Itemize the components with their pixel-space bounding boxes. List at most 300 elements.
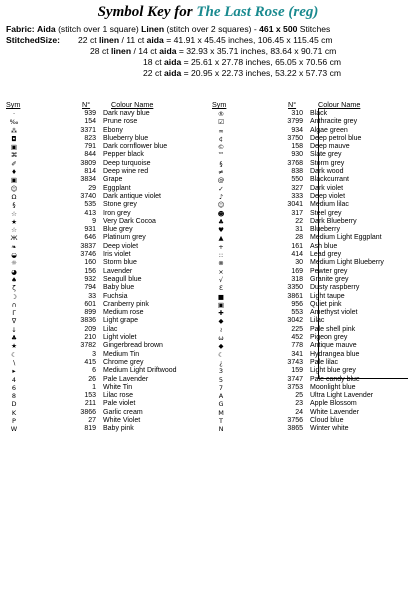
key-row [6, 359, 206, 367]
key-row [6, 118, 206, 126]
fabric-stitches-label: Stitches [299, 24, 331, 34]
thread-number: 553 [291, 309, 303, 317]
column-divider [318, 108, 319, 378]
symbol-glyph: ☺ [10, 184, 18, 193]
symbol-glyph: ↓ [11, 325, 17, 334]
fabric-linen-note: (stitch over 2 squares) - [166, 24, 257, 34]
key-row [213, 409, 413, 417]
key-row [213, 359, 413, 367]
colour-name: Steel grey [310, 209, 342, 217]
key-row [213, 176, 413, 184]
size-2-b1: linen [111, 46, 132, 56]
symbol-glyph: ✐ [11, 159, 17, 168]
colour-name: Deep mauve [310, 143, 350, 151]
thread-number: 3 [92, 350, 96, 358]
thread-number: 930 [291, 151, 303, 159]
thread-number: 211 [84, 400, 96, 408]
key-row [213, 400, 413, 408]
symbol-glyph: ☾ [218, 350, 224, 359]
size-line-2 [90, 46, 336, 56]
colour-name: Baby blue [103, 284, 135, 292]
thread-number: 3861 [287, 292, 303, 300]
thread-number: 317 [291, 209, 303, 217]
thread-number: 3836 [80, 317, 96, 325]
key-row [213, 168, 413, 176]
key-row [213, 268, 413, 276]
colour-name: Apple Blossom [310, 400, 357, 408]
thread-number: 3809 [80, 159, 96, 167]
symbol-glyph: ♦ [11, 168, 17, 177]
thread-number: 3753 [287, 383, 303, 391]
size-label: StitchedSize: [6, 35, 60, 45]
key-row [213, 334, 413, 342]
colour-name: Medium Light Blueberry [310, 259, 384, 267]
colour-name: Very Dark Cocoa [103, 217, 156, 225]
symbol-glyph: M [218, 408, 224, 417]
key-row [6, 409, 206, 417]
key-row [6, 301, 206, 309]
key-row [213, 417, 413, 425]
thread-number: 550 [291, 176, 303, 184]
colour-name: Storm blue [103, 259, 137, 267]
key-row [213, 210, 413, 218]
title-part1: Symbol Key for [97, 4, 197, 20]
size-line-1 [78, 35, 333, 45]
thread-number: 3042 [287, 317, 303, 325]
colour-name: Prune rose [103, 118, 138, 126]
thread-number: 823 [84, 134, 96, 142]
size-2-pre: 28 ct [90, 46, 112, 56]
thread-number: 25 [295, 392, 303, 400]
thread-number: 3865 [287, 425, 303, 433]
size-1-b2: aida [146, 35, 164, 45]
right-key-column [213, 110, 413, 434]
key-row [6, 317, 206, 325]
colour-name: Lilac rose [103, 392, 133, 400]
symbol-glyph: ☼ [11, 259, 17, 268]
thread-number: 159 [291, 367, 303, 375]
thread-number: 646 [84, 234, 96, 242]
colour-name: Lilac [103, 325, 118, 333]
left-key-column [6, 110, 206, 434]
key-row [213, 342, 413, 350]
symbol-glyph: ✚ [218, 309, 224, 318]
key-row [6, 218, 206, 226]
symbol-glyph: ♪ [218, 192, 224, 201]
colour-name: Medium rose [103, 309, 144, 317]
colour-name: White Tin [103, 383, 133, 391]
thread-number: 3782 [80, 342, 96, 350]
colour-name: Dark cornflower blue [103, 143, 168, 151]
symbol-glyph: ♣ [11, 334, 17, 343]
key-row [6, 201, 206, 209]
key-row [213, 367, 413, 375]
symbol-glyph: ◕ [11, 267, 17, 276]
thread-number: 169 [291, 267, 303, 275]
colour-name: White Lavender [310, 408, 360, 416]
key-row [6, 176, 206, 184]
key-row [213, 151, 413, 159]
symbol-glyph: Ω [11, 192, 17, 201]
thread-number: 601 [84, 300, 96, 308]
key-row [6, 417, 206, 425]
thread-number: 160 [84, 259, 96, 267]
colour-name: Light violet [103, 334, 137, 342]
thread-number: 3041 [287, 201, 303, 209]
size-3-b1: aida [164, 57, 182, 67]
thread-number: 844 [84, 151, 96, 159]
symbol-glyph: D [11, 400, 17, 409]
symbol-glyph: ⌘ [10, 151, 18, 160]
key-row [213, 160, 413, 168]
symbol-glyph: · [12, 110, 16, 118]
thread-number: 156 [84, 267, 96, 275]
key-row [213, 251, 413, 259]
thread-number: 3747 [287, 375, 303, 383]
size-3-pre: 18 ct [143, 57, 165, 67]
thread-number: 899 [84, 309, 96, 317]
key-row [213, 185, 413, 193]
size-label-line [6, 35, 60, 45]
thread-number: 3837 [80, 242, 96, 250]
symbol-glyph: 7 [218, 383, 224, 392]
key-row [6, 135, 206, 143]
colour-name: Antique mauve [310, 342, 357, 350]
colour-name: Garlic cream [103, 408, 143, 416]
colour-name: Dark navy blue [103, 110, 150, 117]
colour-name: Pale violet [103, 400, 136, 408]
symbol-glyph: K [11, 408, 17, 417]
thread-number: 341 [291, 350, 303, 358]
symbol-glyph: ◘ [11, 134, 17, 143]
key-row [6, 268, 206, 276]
symbol-glyph: 8 [11, 392, 17, 401]
thread-number: 24 [295, 408, 303, 416]
colour-name: Iris violet [103, 251, 131, 259]
symbol-glyph: ™ [217, 151, 225, 160]
colour-name: Deep violet [103, 242, 139, 250]
colour-name: Chrome grey [103, 358, 144, 366]
key-row [6, 351, 206, 359]
fabric-stitches: 461 x 500 [259, 24, 298, 34]
thread-number: 415 [84, 358, 96, 366]
symbol-glyph: Ɛ [219, 284, 223, 293]
colour-name: Dark violet [310, 184, 344, 192]
colour-name: Baby pink [103, 425, 134, 433]
key-row [6, 226, 206, 234]
size-4-post: = 20.95 x 22.73 inches, 53.22 x 57.73 cm [181, 68, 342, 78]
thread-number: 932 [84, 275, 96, 283]
symbol-glyph: ∞ [218, 126, 224, 135]
thread-number: 3350 [287, 284, 303, 292]
colour-name: Black [310, 110, 328, 117]
colour-name: Hydrangea blue [310, 350, 360, 358]
thread-number: 3768 [287, 159, 303, 167]
key-row [213, 326, 413, 334]
key-row [213, 276, 413, 284]
colour-name: Moonlight blue [310, 383, 356, 391]
thread-number: 956 [291, 300, 303, 308]
colour-name: Lead grey [310, 251, 342, 259]
colour-name: Cloud blue [310, 416, 344, 424]
thread-number: 225 [291, 325, 303, 333]
key-row [213, 392, 413, 400]
size-1-post: = 41.91 x 45.45 inches, 106.45 x 115.45 cm [163, 35, 333, 45]
symbol-glyph: ◆ [218, 342, 224, 351]
symbol-glyph: ☽ [11, 292, 17, 301]
key-row [6, 425, 206, 433]
size-4-b1: aida [164, 68, 182, 78]
symbol-glyph: ☺ [217, 201, 225, 210]
symbol-glyph: ω [218, 334, 224, 343]
colour-name: Ultra Light Lavender [310, 392, 374, 400]
key-row [6, 392, 206, 400]
thread-number: 158 [291, 143, 303, 151]
colour-name: Granite grey [310, 275, 349, 283]
thread-number: 452 [291, 334, 303, 342]
symbol-glyph: ✓ [218, 184, 224, 193]
colour-name: Pepper black [103, 151, 144, 159]
thread-number: 22 [295, 217, 303, 225]
thread-number: 814 [84, 168, 96, 176]
symbol-glyph: ☻ [217, 209, 225, 218]
colour-name: Deep violet [310, 192, 346, 200]
thread-number: 9 [92, 217, 96, 225]
right-header-name: Colour Name [318, 100, 361, 109]
key-row [6, 326, 206, 334]
colour-name: Deep petrol blue [310, 134, 362, 142]
key-row [6, 143, 206, 151]
symbol-glyph: § [219, 159, 223, 168]
colour-name: Cranberry pink [103, 300, 149, 308]
symbol-glyph: A [218, 392, 224, 401]
thread-number: 819 [84, 425, 96, 433]
thread-number: 414 [291, 251, 303, 259]
thread-number: 23 [295, 400, 303, 408]
colour-name: Medium Light Driftwood [103, 367, 177, 375]
symbol-glyph: N [218, 425, 224, 434]
right-header-sym: Sym [212, 100, 227, 109]
colour-name: Dusty raspberry [310, 284, 360, 292]
key-row [6, 210, 206, 218]
colour-name: Blueberry blue [103, 134, 149, 142]
thread-number: 3750 [287, 134, 303, 142]
symbol-glyph: ∇ [11, 317, 17, 326]
colour-name: Anthracite grey [310, 118, 358, 126]
thread-number: 791 [84, 143, 96, 151]
key-row [213, 218, 413, 226]
colour-name: Pale candy blue [310, 375, 360, 383]
thread-number: 33 [88, 292, 96, 300]
thread-number: 3740 [80, 192, 96, 200]
colour-name: Light blue grey [310, 367, 356, 375]
thread-number: 934 [291, 126, 303, 134]
left-header-sym: Sym [6, 100, 21, 109]
key-row [213, 376, 413, 384]
thread-number: 27 [88, 416, 96, 424]
symbol-glyph: © [217, 143, 225, 152]
key-row [6, 309, 206, 317]
symbol-glyph: ▣ [10, 143, 18, 152]
colour-name: Quiet pink [310, 300, 342, 308]
symbol-glyph: ☑ [218, 118, 224, 127]
colour-name: Algae green [310, 126, 348, 134]
right-header-num: N° [288, 100, 297, 109]
colour-name: Lilac [310, 317, 325, 325]
symbol-glyph: ◆ [218, 317, 224, 326]
key-row [213, 259, 413, 267]
key-row [213, 293, 413, 301]
symbol-glyph: § [12, 201, 16, 210]
colour-name: Deep turquoise [103, 159, 151, 167]
thread-number: 3834 [80, 176, 96, 184]
symbol-glyph: ♥ [218, 226, 224, 235]
key-row [213, 201, 413, 209]
colour-name: Ebony [103, 126, 123, 134]
fabric-label: Fabric: [6, 24, 35, 34]
symbol-glyph: :: [218, 251, 224, 260]
thread-number: 209 [84, 325, 96, 333]
key-row [213, 118, 413, 126]
key-row [213, 143, 413, 151]
symbol-glyph: Γ [12, 309, 16, 318]
symbol-glyph: √ [218, 275, 224, 284]
symbol-glyph: Ж [10, 234, 18, 243]
key-row [6, 110, 206, 118]
key-row [213, 284, 413, 292]
colour-name: Lavender [103, 267, 133, 275]
left-header-name: Colour Name [111, 100, 154, 109]
key-row [213, 425, 413, 433]
thread-number: 153 [84, 392, 96, 400]
size-2-b2: aida [159, 46, 177, 56]
symbol-glyph: ‰ [9, 118, 19, 127]
thread-number: 31 [295, 226, 303, 234]
symbol-glyph: 4 [11, 375, 17, 384]
colour-name: Gingerbread brown [103, 342, 163, 350]
fabric-aida-note: (stitch over 1 square) [58, 24, 139, 34]
symbol-glyph: ★ [11, 342, 17, 351]
colour-name: Pale shell pink [310, 325, 356, 333]
key-row [213, 234, 413, 242]
thread-number: 154 [84, 118, 96, 126]
colour-name: Dark wood [310, 168, 344, 176]
symbol-glyph: 5 [218, 375, 224, 384]
thread-number: 6 [92, 367, 96, 375]
symbol-glyph: ⁂ [10, 126, 18, 135]
colour-name: Winter white [310, 425, 349, 433]
key-row [6, 284, 206, 292]
colour-name: Fuchsia [103, 292, 128, 300]
size-2-post: = 32.93 x 35.71 inches, 83.64 x 90.71 cm [176, 46, 337, 56]
size-4-pre: 22 ct [143, 68, 165, 78]
key-row [213, 226, 413, 234]
thread-number: 3756 [287, 416, 303, 424]
colour-name: Seagull blue [103, 275, 142, 283]
colour-name: Pigeon grey [310, 334, 348, 342]
key-row [213, 193, 413, 201]
symbol-glyph: ♣ [218, 217, 224, 226]
symbol-glyph: + [218, 242, 224, 251]
key-row [213, 351, 413, 359]
key-row [6, 293, 206, 301]
key-row [6, 251, 206, 259]
colour-name: Storm grey [310, 159, 345, 167]
key-row [6, 127, 206, 135]
key-row [6, 151, 206, 159]
key-row [6, 334, 206, 342]
symbol-glyph: ∖ [11, 358, 17, 367]
key-row [213, 110, 413, 118]
thread-number: 3746 [80, 251, 96, 259]
colour-name: Pale lilac [310, 358, 339, 366]
key-row [213, 127, 413, 135]
colour-name: Medium lilac [310, 201, 349, 209]
symbol-glyph: @ [217, 176, 225, 185]
left-header-num: N° [82, 100, 91, 109]
key-row [6, 168, 206, 176]
key-row [6, 259, 206, 267]
symbol-glyph: ▣ [217, 300, 225, 309]
symbol-glyph: ☾ [11, 350, 17, 359]
symbol-glyph: ▲ [218, 234, 224, 243]
thread-number: 3866 [80, 408, 96, 416]
fabric-linen: Linen [141, 24, 165, 34]
fabric-aida: Aida [37, 24, 56, 34]
key-row [6, 193, 206, 201]
thread-number: 310 [291, 110, 303, 117]
symbol-glyph: T [219, 416, 223, 425]
key-row [6, 243, 206, 251]
page-title [0, 4, 416, 21]
size-line-4 [143, 68, 341, 78]
thread-number: 29 [88, 184, 96, 192]
symbol-glyph: ≀ [219, 325, 223, 334]
key-row [6, 234, 206, 242]
colour-name: Light grape [103, 317, 139, 325]
colour-name: Amethyst violet [310, 309, 358, 317]
key-row [213, 309, 413, 317]
colour-name: Grape [103, 176, 123, 184]
thread-number: 327 [291, 184, 303, 192]
key-row [213, 384, 413, 392]
symbol-glyph: ◒ [11, 251, 17, 260]
symbol-glyph: W [10, 425, 18, 434]
thread-number: 3799 [287, 118, 303, 126]
key-row [213, 317, 413, 325]
thread-number: 794 [84, 284, 96, 292]
thread-number: 26 [88, 375, 96, 383]
key-row [6, 276, 206, 284]
thread-number: 318 [291, 275, 303, 283]
colour-name: Eggplant [103, 184, 131, 192]
size-1-pre: 22 ct [78, 35, 100, 45]
key-row [6, 367, 206, 375]
symbol-glyph: G [218, 400, 224, 409]
colour-name: Pale Lavender [103, 375, 149, 383]
colour-name: Blueberry [310, 226, 340, 234]
symbol-glyph: 6 [11, 383, 17, 392]
colour-name: Dark Blueberry [310, 217, 357, 225]
bottom-rule [318, 378, 408, 379]
colour-name: Platinum grey [103, 234, 146, 242]
colour-name: Blue grey [103, 226, 133, 234]
pattern-name: The Last Rose (reg) [196, 4, 319, 20]
thread-number: 28 [295, 234, 303, 242]
symbol-glyph: ¢ [218, 134, 224, 143]
key-row [6, 400, 206, 408]
fabric-line [6, 24, 330, 34]
